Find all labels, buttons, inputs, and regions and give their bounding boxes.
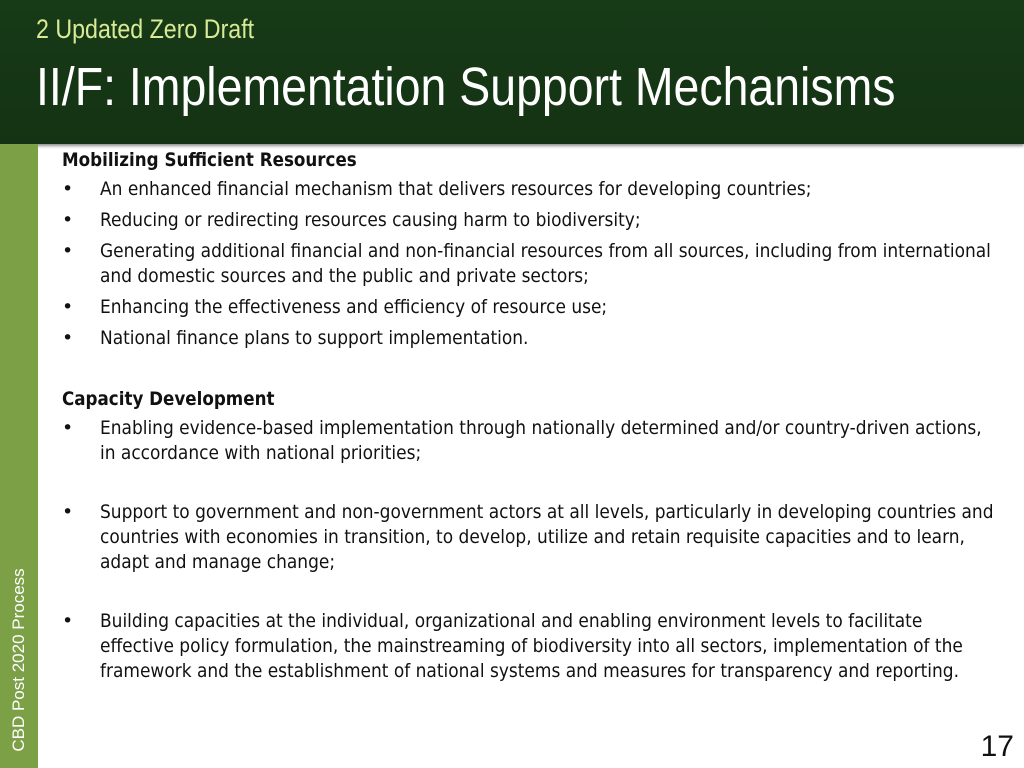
bullet-icon: • bbox=[62, 327, 74, 349]
bullet-icon: • bbox=[62, 610, 74, 632]
list-item-text: Support to government and non-government actors at all levels, particularly in developing countries and countries with economies in transition, to develop, utilize and retain requisite capacities and to learn, adapt and manage change; bbox=[100, 501, 994, 573]
bullet-icon: • bbox=[62, 296, 74, 318]
bullet-icon: • bbox=[62, 178, 74, 200]
section-heading-capacity: Capacity Development bbox=[62, 388, 275, 410]
bullet-list-resources bbox=[62, 177, 1012, 351]
bullet-icon: • bbox=[62, 501, 74, 523]
sidebar-label: CBD Post 2020 Process bbox=[9, 568, 28, 752]
list-item-text: Building capacities at the individual, organizational and enabling environment levels to facilitate effective policy formulation, the mainstreaming of biodiversity into all sectors, implementation of the framework and the establishment of national systems and measures for transparency and reporting. bbox=[100, 610, 963, 682]
list-item bbox=[62, 326, 1012, 351]
bullet-icon: • bbox=[62, 417, 74, 439]
list-item-text: Reducing or redirecting resources causing harm to biodiversity; bbox=[100, 209, 641, 231]
title-bar bbox=[0, 0, 1024, 144]
list-item bbox=[62, 295, 1012, 320]
list-item bbox=[62, 500, 1012, 575]
list-item-text: National finance plans to support implementation. bbox=[100, 327, 529, 349]
list-item-text: Enhancing the effectiveness and efficiency of resource use; bbox=[100, 296, 608, 318]
page-number: 17 bbox=[980, 730, 1014, 763]
bullet-list-capacity bbox=[62, 416, 1012, 684]
bullet-icon: • bbox=[62, 209, 74, 231]
list-item-text: An enhanced financial mechanism that delivers resources for developing countries; bbox=[100, 178, 812, 200]
list-item-text: Enabling evidence-based implementation through nationally determined and/or country-driven actions, in accordance with national priorities; bbox=[100, 417, 982, 464]
bullet-icon: • bbox=[62, 240, 74, 262]
list-item-text: Generating additional financial and non-financial resources from all sources, including from international and domestic sources and the public and private sectors; bbox=[100, 240, 991, 287]
list-item bbox=[62, 609, 1012, 684]
slide-subtitle: 2 Updated Zero Draft bbox=[36, 14, 255, 44]
slide-body bbox=[62, 148, 1012, 690]
list-item bbox=[62, 416, 1012, 466]
section-heading-resources: Mobilizing Sufficient Resources bbox=[62, 149, 357, 171]
slide-title: II/F: Implementation Support Mechanisms bbox=[36, 57, 896, 117]
section-spacer bbox=[62, 357, 1012, 387]
list-item bbox=[62, 208, 1012, 233]
list-item bbox=[62, 239, 1012, 289]
list-item bbox=[62, 177, 1012, 202]
